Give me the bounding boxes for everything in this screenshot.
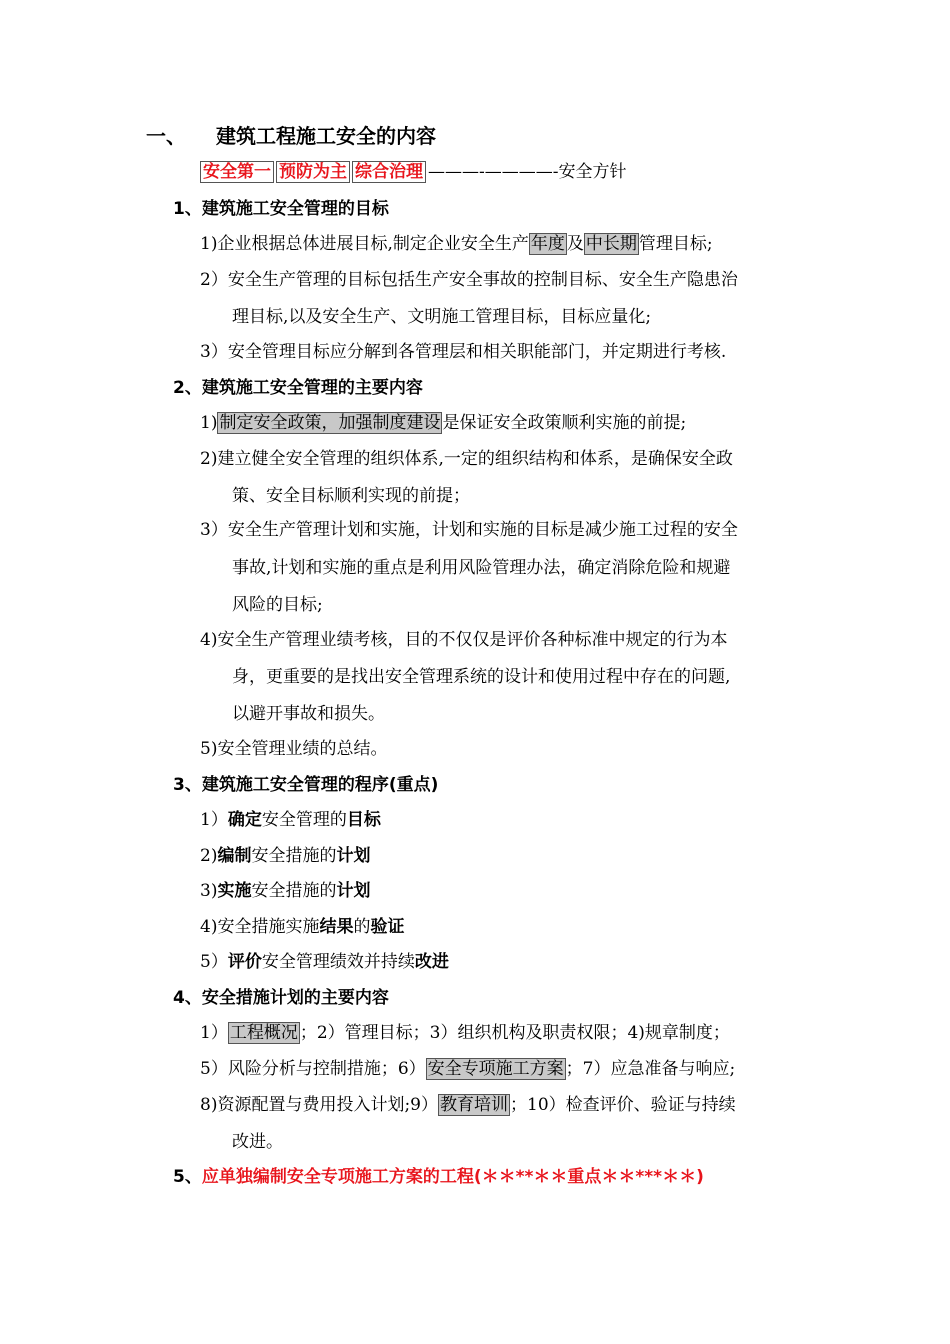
motto-tail: ———-————-安全方针 [428, 162, 627, 182]
s4-line-4: 改进。 [232, 1132, 283, 1152]
s4-l3-text-a: 8)资源配置与费用投入计划;9） [200, 1095, 438, 1115]
s1-line-1 [200, 232, 713, 256]
s2-line-10: 5)安全管理业绩的总结。 [200, 739, 388, 759]
s3-l3-bold-1: 实施 [217, 881, 252, 901]
s2-line-3: 策、安全目标顺利实现的前提； [232, 486, 470, 506]
s4-l3-text-b: ；10）检查评价、验证与持续 [510, 1095, 736, 1115]
s2-l1-num: 1) [200, 413, 218, 433]
s2-line-1 [200, 411, 686, 435]
s3-l3-num: 3) [200, 881, 218, 901]
s2-heading: 2、建筑施工安全管理的主要内容 [173, 378, 423, 398]
highlight-mid-long-term: 中长期 [585, 234, 637, 254]
s3-l2-num: 2) [200, 846, 218, 866]
s1-line-3: 理目标,以及安全生产、文明施工管理目标，目标应量化; [232, 307, 652, 327]
s3-line-5 [200, 950, 449, 974]
s3-l5-bold-2: 改进 [414, 952, 449, 972]
s2-line-5: 事故,计划和实施的重点是利用风险管理办法，确定消除危险和规避 [232, 558, 731, 578]
s4-l2-text-a: 5）风险分析与控制措施；6） [200, 1059, 426, 1079]
highlight-project-overview: 工程概况 [229, 1023, 298, 1043]
section-heading [146, 122, 436, 150]
s2-l1-text: 是保证安全政策顺利实施的前提; [442, 413, 687, 433]
s2-line-6: 风险的目标; [232, 595, 323, 615]
s3-l5-bold-1: 评价 [227, 952, 262, 972]
s1-l1-and: 及 [566, 234, 584, 254]
s1-line-2: 2）安全生产管理的目标包括生产安全事故的控制目标、安全生产隐患治 [200, 270, 738, 290]
section-title: 建筑工程施工安全的内容 [216, 124, 436, 148]
s3-l1-bold-2: 目标 [346, 810, 381, 830]
s3-l1-bold-1: 确定 [227, 810, 262, 830]
s3-l5-num: 5） [200, 952, 228, 972]
s4-l1-text: ；2）管理目标；3）组织机构及职责权限；4)规章制度； [299, 1023, 730, 1043]
s3-line-4 [200, 915, 404, 939]
s1-l1-end: 管理目标; [638, 234, 713, 254]
s2-line-4: 3）安全生产管理计划和实施，计划和实施的目标是减少施工过程的安全 [200, 520, 738, 540]
s3-line-2 [200, 844, 370, 868]
s2-line-9: 以避开事故和损失。 [232, 704, 385, 724]
s3-l1-num: 1） [200, 810, 228, 830]
s1-line-4: 3）安全管理目标应分解到各管理层和相关职能部门，并定期进行考核. [200, 342, 727, 362]
s2-line-8: 身，更重要的是找出安全管理系统的设计和使用过程中存在的问题, [232, 667, 731, 687]
s3-l4-text-b: 的 [353, 917, 371, 937]
motto-box-governance: 综合治理 [352, 161, 426, 183]
motto-box-prevention: 预防为主 [276, 161, 350, 183]
s5-title: 应单独编制安全专项施工方案的工程(＊＊**＊＊重点＊＊***＊＊) [201, 1167, 704, 1187]
s1-heading: 1、建筑施工安全管理的目标 [173, 199, 389, 219]
s2-line-2: 2)建立健全安全管理的组织体系,一定的组织结构和体系，是确保安全政 [200, 449, 733, 469]
highlight-annual: 年度 [530, 234, 565, 254]
s4-l2-text-b: ；7）应急准备与响应; [565, 1059, 736, 1079]
s3-l4-text-a: 4)安全措施实施 [200, 917, 320, 937]
s2-line-7: 4)安全生产管理业绩考核，目的不仅仅是评价各种标准中规定的行为本 [200, 630, 728, 650]
s4-l1-num: 1） [200, 1023, 228, 1043]
highlight-training: 教育培训 [440, 1095, 508, 1115]
safety-motto [200, 160, 627, 184]
s3-l5-text: 安全管理绩效并持续 [261, 952, 415, 972]
s4-heading: 4、安全措施计划的主要内容 [173, 988, 389, 1008]
s3-l2-bold-2: 计划 [336, 846, 371, 866]
s3-line-1 [200, 808, 381, 832]
s3-l3-bold-2: 计划 [336, 881, 371, 901]
s3-l4-bold-1: 结果 [319, 917, 354, 937]
s3-l2-bold-1: 编制 [217, 846, 252, 866]
s1-l1-text: 1)企业根据总体进展目标,制定企业安全生产 [200, 234, 529, 254]
s3-l1-text: 安全管理的 [261, 810, 347, 830]
s3-line-3 [200, 879, 370, 903]
s4-line-1 [200, 1021, 730, 1045]
s4-line-2 [200, 1057, 735, 1081]
highlight-special-plan: 安全专项施工方案 [427, 1059, 564, 1079]
s4-line-3 [200, 1093, 736, 1117]
s3-l4-bold-2: 验证 [370, 917, 405, 937]
s5-heading [173, 1165, 704, 1189]
s3-heading: 3、建筑施工安全管理的程序(重点) [173, 775, 439, 795]
s3-l2-text: 安全措施的 [251, 846, 337, 866]
highlight-policy: 制定安全政策，加强制度建设 [219, 413, 441, 433]
s3-l3-text: 安全措施的 [251, 881, 337, 901]
s5-number: 5、 [173, 1167, 202, 1187]
motto-box-safety-first: 安全第一 [200, 161, 274, 183]
section-number: 一、 [146, 124, 186, 148]
